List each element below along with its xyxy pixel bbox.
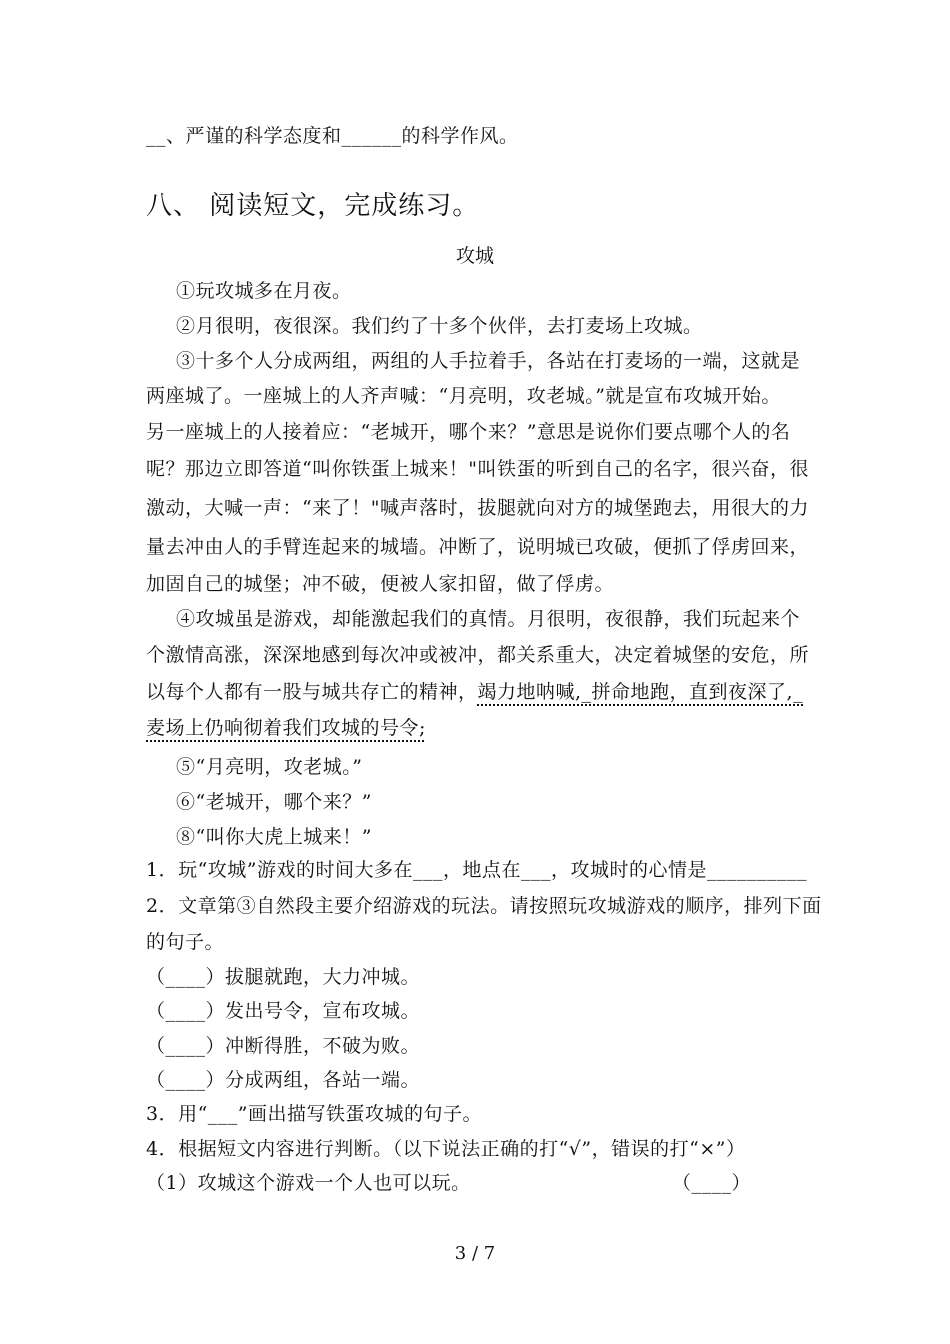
question-1: 1．玩“攻城”游戏的时间大多在___，地点在___，攻城时的心情是__________ — [146, 859, 808, 881]
page-number: 3 / 7 — [454, 1243, 496, 1264]
question-2: 2．文章第③自然段主要介绍游戏的玩法。请按照玩攻城游戏的顺序，排列下面 — [146, 895, 822, 917]
paragraph-5: ⑤“月亮明，攻老城。” — [176, 756, 363, 778]
answer-blank: （____） — [672, 1172, 752, 1194]
question-2-option: （____）拔腿就跑，大力冲城。 — [146, 966, 421, 988]
question-2-option: （____）发出号令，宣布攻城。 — [146, 1000, 421, 1022]
paragraph-3-line: ③十多个人分成两组，两组的人手拉着手，各站在打麦场的一端，这就是 — [176, 350, 801, 372]
question-4-item-1: （1）攻城这个游戏一个人也可以玩。 — [146, 1172, 471, 1194]
paragraph-3-line: 两座城了。一座城上的人齐声喊：“月亮明，攻老城。”就是宣布攻城开始。 — [146, 385, 781, 407]
paragraph-1: ①玩攻城多在月夜。 — [176, 280, 352, 302]
paragraph-3-line: 另一座城上的人接着应：“老城开，哪个来？”意思是说你们要点哪个人的名 — [146, 421, 791, 443]
paragraph-4-line: ④攻城虽是游戏，却能激起我们的真情。月很明，夜很静，我们玩起来个 — [176, 608, 801, 630]
paragraph-3-line: 激动，大喊一声：“来了！"喊声落时，拔腿就向对方的城堡跑去，用很大的力 — [146, 497, 809, 519]
passage-title: 攻城 — [455, 245, 494, 267]
question-2-option: （____）冲断得胜，不破为败。 — [146, 1035, 421, 1057]
question-2-continuation: 的句子。 — [146, 931, 225, 953]
dotted-emphasis-text: 麦场上仍响彻着我们攻城的号令; — [146, 717, 426, 739]
dotted-emphasis-text: 竭力地呐喊,_拼命地跑，直到夜深了,_ — [477, 681, 804, 703]
paragraph-8: ⑧“叫你大虎上城来！” — [176, 826, 372, 848]
top-line: __、严谨的科学态度和______的科学作风。 — [146, 125, 519, 147]
question-4: 4．根据短文内容进行判断。（以下说法正确的打“√”，错误的打“×”） — [146, 1138, 746, 1160]
paragraph-2: ②月很明，夜很深。我们约了十多个伙伴，去打麦场上攻城。 — [176, 315, 703, 337]
paragraph-6: ⑥“老城开，哪个来？” — [176, 791, 372, 813]
question-3: 3．用“___”画出描写铁蛋攻城的句子。 — [146, 1103, 483, 1125]
paragraph-4-line — [146, 680, 803, 704]
paragraph-3-line: 呢？那边立即答道“叫你铁蛋上城来！"叫铁蛋的听到自己的名字，很兴奋，很 — [146, 458, 809, 480]
question-2-option: （____）分成两组，各站一端。 — [146, 1069, 421, 1091]
paragraph-3-line: 加固自己的城堡；冲不破，便被人家扣留，做了俘虏。 — [146, 573, 615, 595]
paragraph-3-line: 量去冲由人的手臂连起来的城墙。冲断了，说明城已攻破，便抓了俘虏回来， — [146, 536, 810, 558]
paragraph-4-line — [146, 716, 426, 740]
paragraph-4-line: 个激情高涨，深深地感到每次冲或被冲，都关系重大，决定着城堡的安危，所 — [146, 644, 810, 666]
paragraph-4-plain-text: 以每个人都有一股与城共存亡的精神， — [146, 681, 478, 703]
section-heading: 八、 阅读短文，完成练习。 — [146, 191, 480, 221]
